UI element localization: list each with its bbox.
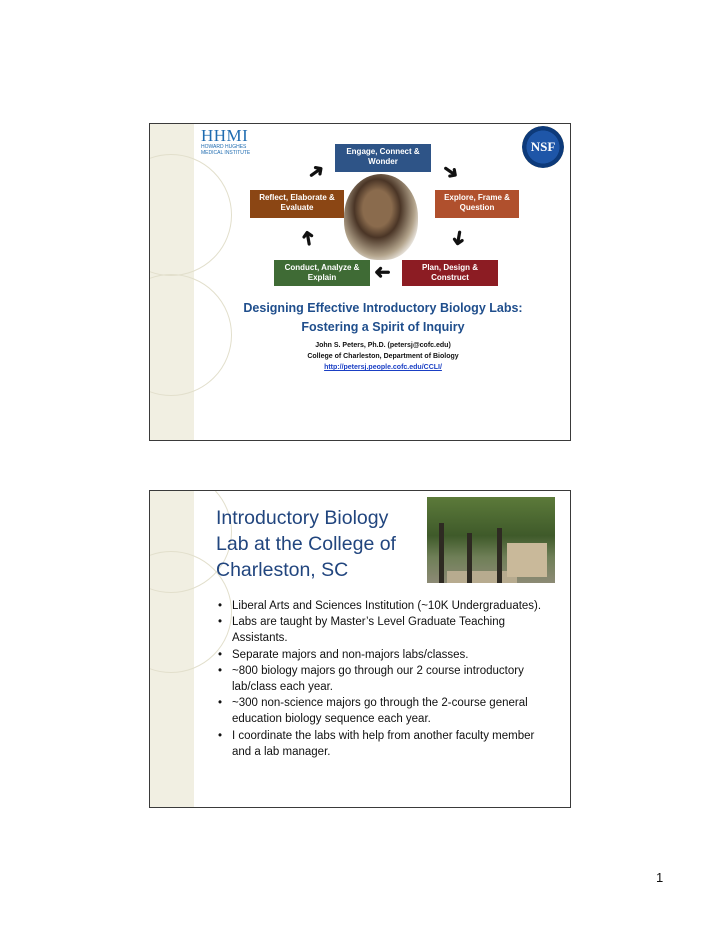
arrow-right-down-icon: ➜ [437,158,464,186]
bullet-item: • ~300 non-science majors go through the 2-course general education biology sequence each year. [218,695,548,727]
slide-1 [149,123,571,441]
author-line: John S. Peters, Ph.D. (petersj@cofc.edu) [315,342,451,349]
arrow-up-right-icon: ➜ [303,158,330,186]
decorative-circle [149,154,232,276]
photo-tree-trunk [497,528,502,583]
slide-left-band [150,124,194,440]
affiliation-line: College of Charleston, Department of Biology [307,353,459,360]
arrow-left-icon: ➜ [374,261,391,283]
cycle-box-reflect: Reflect, Elaborate & Evaluate [250,190,344,218]
course-link[interactable]: http://petersj.people.cofc.edu/CCLI/ [324,364,442,371]
cycle-box-engage: Engage, Connect & Wonder [335,144,431,172]
cycle-box-explore: Explore, Frame & Question [435,190,519,218]
hhmi-logo [201,127,261,159]
cycle-box-plan: Plan, Design & Construct [402,260,498,286]
slide-1-title-line-1: Designing Effective Introductory Biology Labs: [243,301,523,315]
arrow-up-icon: ➜ [296,227,321,249]
nsf-logo [522,126,564,168]
bullet-item: • Labs are taught by Master’s Level Graduate Teaching Assistants. [218,614,548,646]
slide-left-band [150,491,194,807]
photo-tree-trunk [467,533,472,583]
decorative-circle [149,274,232,396]
nsf-logo-text: NSF [530,139,556,154]
bullet-item: • ~800 biology majors go through our 2 course introductory lab/class each year. [218,663,548,695]
bullet-item: • Separate majors and non-majors labs/classes. [218,647,548,663]
slide-2 [149,490,571,808]
arrow-down-icon: ➜ [446,227,471,249]
slide-2-title: Introductory Biology Lab at the College of Charleston, SC [216,507,396,581]
page-number: 1 [656,870,664,885]
bullet-list [218,598,548,760]
students-photo [344,174,418,260]
hhmi-logo-subtext: HOWARD HUGHES MEDICAL INSTITUTE [201,144,251,156]
hhmi-logo-text: HHMI [201,126,249,145]
cycle-box-conduct: Conduct, Analyze & Explain [274,260,370,286]
bullet-item: • I coordinate the labs with help from another faculty member and a lab manager. [218,728,548,760]
photo-tree-trunk [439,523,444,583]
photo-building [507,543,547,577]
bullet-item: • Liberal Arts and Sciences Institution (~10K Undergraduates). [218,598,548,614]
slide-1-title-line-2: Fostering a Spirit of Inquiry [301,320,465,334]
campus-photo [427,497,555,583]
